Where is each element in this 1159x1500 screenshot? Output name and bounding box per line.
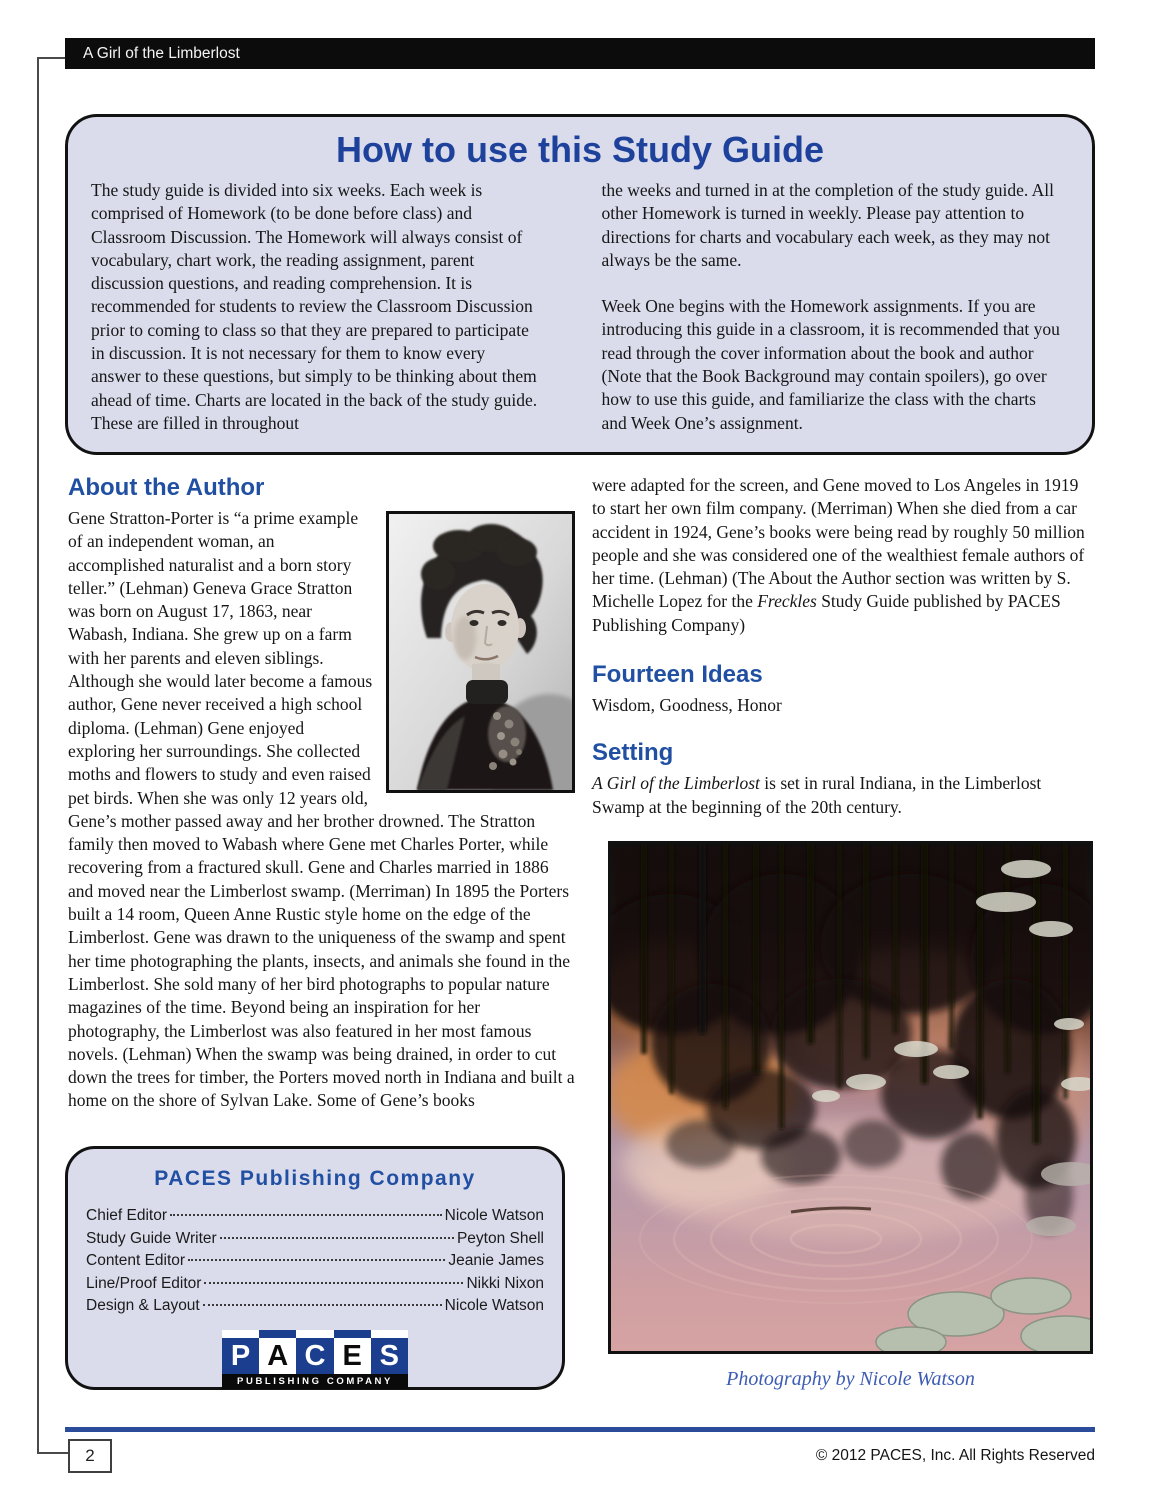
how-to-use-column-1 (91, 179, 538, 435)
paces-logo-letter: E (334, 1338, 371, 1374)
how-to-use-column-2 (602, 179, 1062, 435)
paces-box-title: PACES Publishing Company (154, 1167, 476, 1190)
credit-name: Nikki Nixon (466, 1274, 544, 1292)
credit-label: Content Editor (86, 1252, 186, 1269)
credit-name: Nicole Watson (444, 1297, 544, 1314)
credit-name: Peyton Shell (456, 1229, 544, 1247)
about-author-heading: About the Author (68, 474, 265, 501)
setting-text (592, 772, 1095, 819)
about-author-text-col2-part2: Study Guide published by PACES Publishing Company) (592, 591, 1061, 635)
credit-leader-dots (204, 1282, 463, 1284)
swamp-photo (608, 841, 1093, 1354)
credit-label: Design & Layout (86, 1297, 200, 1314)
credit-row (86, 1205, 544, 1228)
credit-row (86, 1273, 544, 1296)
how-to-use-text-2b: Week One begins with the Homework assignments. If you are introducing this guide in a classroom, it is recommended that you read through the cover information about the book and author (Note that the Book Background may contain spoilers), go over how to use this guide, and familiarize the class with the charts and Week One’s assignment. (601, 296, 1060, 433)
paces-logo-checker-strip (222, 1330, 408, 1338)
credit-label: Chief Editor (86, 1207, 167, 1224)
paces-logo (222, 1330, 408, 1389)
paces-logo-letter: C (296, 1338, 333, 1374)
paces-logo-letter: P (222, 1338, 259, 1374)
swamp-photo-illustration (611, 844, 1090, 1351)
credit-label: Line/Proof Editor (86, 1274, 202, 1292)
credit-name: Nicole Watson (444, 1207, 544, 1224)
credit-row (86, 1228, 544, 1251)
header-title: A Girl of the Limberlost (83, 44, 240, 62)
right-column (592, 474, 1095, 819)
credit-label: Study Guide Writer (86, 1229, 217, 1247)
paces-logo-letters (222, 1338, 408, 1374)
photo-caption: Photography by Nicole Watson (726, 1368, 975, 1390)
credit-row (86, 1295, 544, 1318)
credit-name: Jeanie James (448, 1252, 544, 1269)
about-author-column (68, 474, 575, 1113)
credit-leader-dots (203, 1304, 442, 1306)
credit-leader-dots (188, 1259, 445, 1261)
header-bar (65, 38, 1095, 69)
fourteen-ideas-text: Wisdom, Goodness, Honor (592, 695, 782, 716)
paces-logo-letter: S (371, 1338, 408, 1374)
credit-row (86, 1250, 544, 1273)
how-to-use-box (65, 114, 1095, 455)
footer-rule (65, 1427, 1095, 1432)
left-rail-bottom-connector (37, 1452, 68, 1454)
left-rail-top-connector (37, 57, 65, 59)
paces-logo-subtext: PUBLISHING COMPANY (222, 1374, 408, 1389)
about-author-freckles-italic: Freckles (757, 591, 817, 612)
author-portrait-illustration (389, 514, 572, 790)
paces-logo-letter: A (259, 1338, 296, 1374)
about-author-text-col2 (592, 474, 1095, 637)
paces-publishing-box (65, 1146, 565, 1390)
page-number-box: 2 (68, 1439, 112, 1473)
fourteen-ideas-heading: Fourteen Ideas (592, 661, 763, 689)
setting-heading: Setting (592, 739, 674, 767)
author-portrait-photo (386, 511, 575, 793)
left-rail-line (37, 58, 39, 1454)
about-author-text-col1: Gene Stratton-Porter is “a prime example of an independent woman, an accomplished naturalist and a born story teller.” (Lehman) Geneva Grace Stratton was born on August 17, 1863, near Wabash, Indiana. She grew up on a farm with her parents and eleven siblings. Although she would later become a famous author, Gene never received a high school diploma. (Lehman) Gene enjoyed exploring her surroundings. She collected moths and flowers to study and even raised pet birds. When she was only 12 years old, Gene’s mother passed away and her brother drowned. The Stratton family then moved to Wabash where Gene met Charles Porter, while recovering from a fractured skull. Gene and Charles married in 1886 and moved near the Limberlost swamp. (Merriman) In 1895 the Porters built a 14 room, Queen Anne Rustic style home on the edge of the Limberlost. Gene was drawn to the uniqueness of the swamp and spent her time photographing the plants, insects, and animals she found in the Limberlost. She sold many of her bird photographs to popular nature magazines of the time. Beyond being an inspiration for her photography, the Limberlost was also featured in her most famous novels. (Lehman) When the swamp was being drained, in order to cut down the trees for timber, the Porters moved north in Indiana and built a home on the shore of Sylvan Lake. Some of Gene’s books (68, 508, 575, 1111)
how-to-use-title: How to use this Study Guide (335, 129, 825, 170)
how-to-use-text-1: The study guide is divided into six weeks. Each week is comprised of Homework (to be done before class) and Classroom Discussion. The Homework will always consist of vocabulary, chart work, the reading assignment, parent discussion questions, and reading comprehension. It is recommended for students to review the Classroom Discussion prior to coming to class so that they are prepared to participate in discussion. It is not necessary for them to know every answer to these questions, but simply to be thinking about them ahead of time. Charts are located in the back of the study guide. These are filled in throughout (91, 180, 538, 433)
credit-leader-dots (220, 1237, 454, 1239)
about-author-text-col2-part1: were adapted for the screen, and Gene moved to Los Angeles in 1919 to start her own film company. (Merriman) When she died from a car accident in 1924, Gene’s books were being read by roughly 50 million people and she was considered one of the wealthiest female authors of her time. (Lehman) (The About the Author section was written by S. Michelle Lopez for the (592, 475, 1085, 612)
setting-book-title-italic: A Girl of the Limberlost (592, 773, 760, 794)
copyright-text: © 2012 PACES, Inc. All Rights Reserved (815, 1447, 1095, 1464)
how-to-use-columns (68, 177, 1092, 435)
how-to-use-text-2a: the weeks and turned in at the completion of the study guide. All other Homework is turned in weekly. Please pay attention to directions for charts and vocabulary each week, as they may not always be the same. (601, 180, 1054, 270)
setting-text-rest: is set in rural Indiana, in the Limberlost Swamp at the beginning of the 20th century. (592, 773, 1042, 817)
credit-leader-dots (170, 1214, 442, 1216)
credits-list (86, 1205, 544, 1318)
